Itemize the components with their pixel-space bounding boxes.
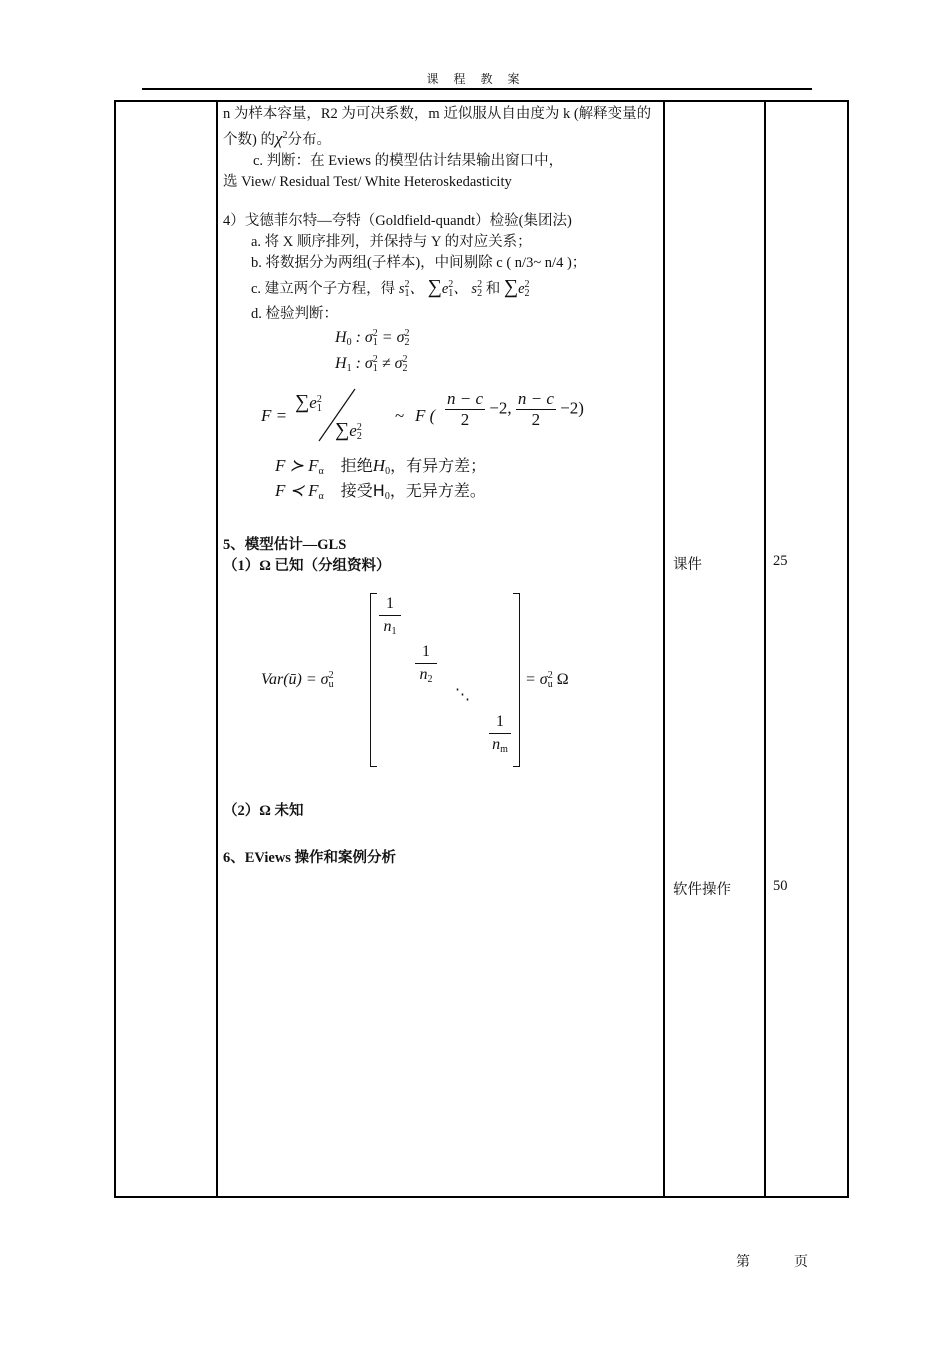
section-5-sub2: （2）Ω 未知 (223, 802, 304, 819)
gq-test-title: 4）戈德菲尔特—夸特（Goldfield-quandt）检验(集团法) (223, 212, 572, 229)
row2-minutes: 50 (773, 878, 788, 894)
row1-method: 课件 (673, 557, 702, 573)
section-5-title: 5、模型估计—GLS (223, 536, 347, 553)
section-5-sub1: （1）Ω 已知（分组资料） (223, 557, 391, 574)
gq-step-a: a. 将 X 顺序排列，并保持与 Y 的对应关系； (251, 233, 532, 250)
footer-di: 第 (736, 1255, 750, 1270)
page-header-title: 课 程 教 案 (426, 72, 526, 86)
white-test-judge: c. 判断：在 Eviews 的模型估计结果输出窗口中， (253, 152, 564, 169)
column-divider-1 (216, 102, 218, 1196)
footer-ye: 页 (794, 1255, 808, 1270)
decision-accept: F ≺ $F_\alpha$ 接受$H_0$，无异方差。 (275, 480, 486, 502)
matrix-entry-1: $\frac{1}{n_1}$ (379, 593, 401, 643)
section-6-title: 6、EViews 操作和案例分析 (223, 849, 397, 866)
hypothesis-h1: $H_1$ : $\sigma_1^2 \ne \sigma_2^2$ (335, 353, 408, 374)
decision-reject: F ≻ $F_\alpha$ 拒绝$H_0$，有异方差； (275, 455, 487, 477)
hypothesis-h0: $H_0$ : $\sigma_1^2 = \sigma_2^2$ (335, 327, 410, 348)
column-divider-2 (663, 102, 665, 1196)
matrix-left-bracket (370, 593, 377, 767)
row1-minutes: 25 (773, 553, 788, 569)
gq-step-c: c. 建立两个子方程，得 $s_1^2$、 $\sum e_1^2$、 $s_2^2$ 和 $\sum e_2^2$ (251, 275, 530, 299)
sub-equation-terms: $s_1^2$、 $\sum e_1^2$、 $s_2^2$ (398, 275, 483, 299)
matrix-entry-2: $\frac{1}{n_2}$ (415, 641, 437, 691)
matrix-right-bracket (513, 593, 520, 767)
row2-method: 软件操作 (673, 882, 731, 898)
f-statistic-formula: F = $\sum e_1^2$ $\sum e_2^2$ ~ F ( $\frac{n - c}{2}$ −2, $\frac{n - c}{2}$ −2) (261, 388, 584, 442)
matrix-entry-m: $\frac{1}{n_m}$ (489, 711, 511, 761)
white-test-menu-path: 选 View/ Residual Test/ White Heteroskedasticity (223, 173, 512, 190)
matrix-ellipsis: ⋱ (455, 686, 470, 703)
lesson-content (223, 104, 661, 869)
white-test-note: n 为样本容量，R2 为可决系数，m 近似服从自由度为 k (解释变量的个数) 的$\chi^2$分布。 (223, 106, 652, 148)
gq-step-b: b. 将数据分为两组(子样本)，中间剔除 c ( n/3~ n/4 )； (251, 254, 587, 271)
gq-step-d: d. 检验判断： (251, 305, 338, 322)
gls-variance-matrix: Var(ū) = $\sigma_u^2$ $\frac{1}{n_1}$ $\frac{1}{n_2}$ ⋱ $\frac{1}{n_m}$ = $\sigma_u^2$ Ω (223, 585, 661, 785)
column-divider-3 (764, 102, 766, 1196)
header-rule (142, 88, 812, 90)
